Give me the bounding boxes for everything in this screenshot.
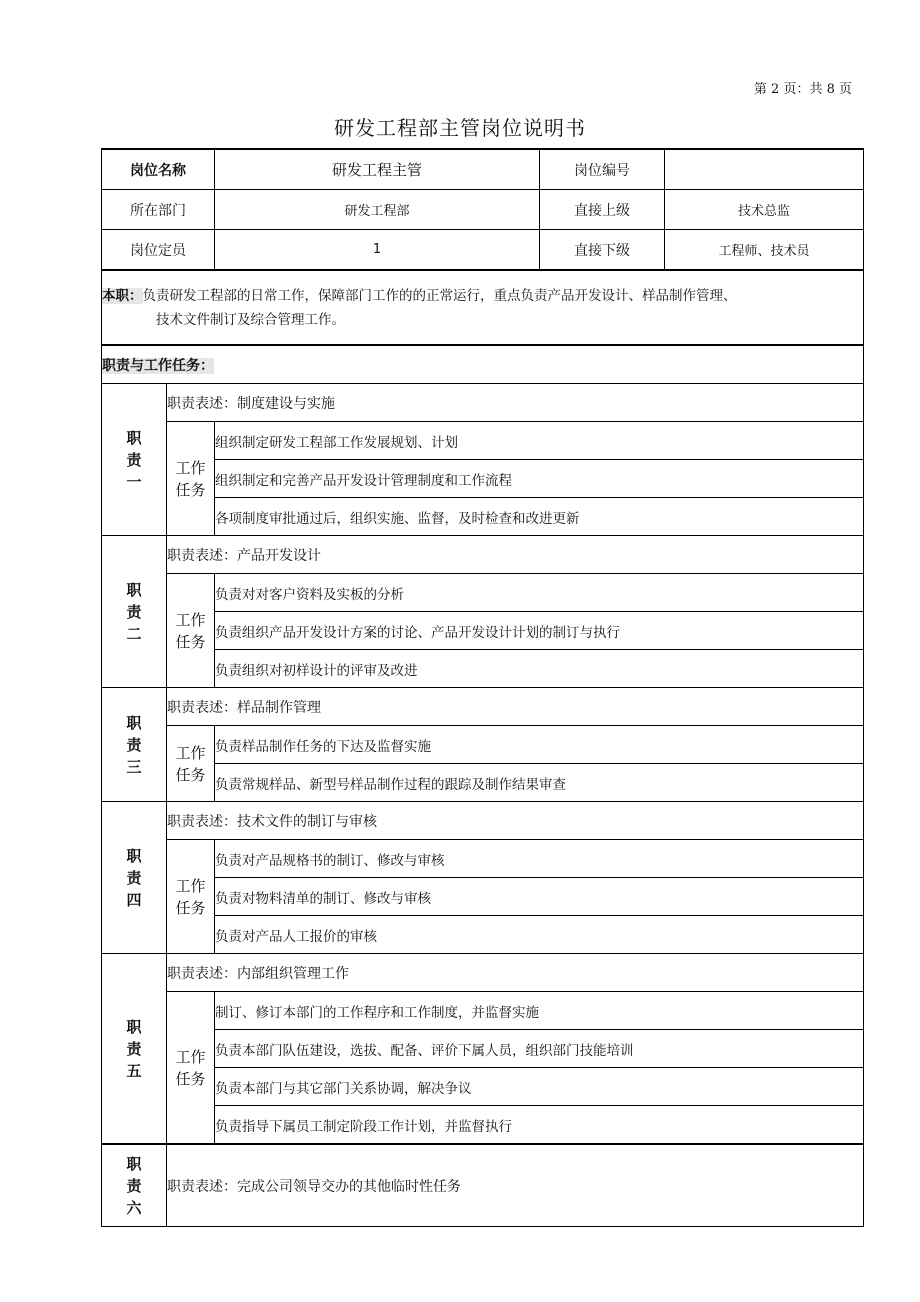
duty-label-char: 职 (126, 1154, 142, 1173)
task-item: 负责本部门队伍建设，选拔、配备、评价下属人员，组织部门技能培训 (215, 1030, 864, 1068)
duty-label (102, 954, 167, 1145)
task-row (102, 498, 864, 536)
task-item: 负责常规样品、新型号样品制作过程的跟踪及制作结果审查 (215, 764, 864, 802)
duty-label (102, 384, 167, 536)
task-item: 负责对产品人工报价的审核 (215, 916, 864, 954)
duty-label-char: 职 (126, 580, 142, 599)
task-item: 负责样品制作任务的下达及监督实施 (215, 726, 864, 764)
main-duty-text-line1: 负责研发工程部的日常工作，保障部门工作的的正常运行，重点负责产品开发设计、样品制作管理、 (142, 287, 737, 304)
work-task-label-line1: 工作 (175, 743, 206, 762)
task-row (102, 840, 864, 878)
position-code-value (665, 149, 864, 190)
task-row (102, 460, 864, 498)
duty-label-char: 二 (126, 624, 142, 643)
position-name-value: 研发工程主管 (215, 149, 540, 190)
work-task-label (167, 422, 215, 536)
superior-label: 直接上级 (540, 190, 665, 230)
task-item: 负责对产品规格书的制订、修改与审核 (215, 840, 864, 878)
department-value: 研发工程部 (215, 190, 540, 230)
work-task-label-line1: 工作 (175, 610, 206, 629)
task-row (102, 422, 864, 460)
task-row (102, 1030, 864, 1068)
task-row (102, 574, 864, 612)
task-row (102, 1068, 864, 1106)
staff-count-value: 1 (215, 230, 540, 271)
task-row (102, 992, 864, 1030)
work-task-label-line1: 工作 (175, 1047, 206, 1066)
main-duty-text-line2: 技术文件制订及综合管理工作。 (156, 311, 345, 328)
work-task-label-line2: 任务 (175, 480, 206, 499)
duty-label-char: 五 (126, 1061, 142, 1080)
work-task-label-line1: 工作 (175, 876, 206, 895)
task-row (102, 612, 864, 650)
duty-label-char: 职 (126, 713, 142, 732)
duty-label-char: 一 (126, 472, 142, 491)
section-header-row (102, 345, 864, 384)
subordinate-label: 直接下级 (540, 230, 665, 271)
document-title: 研发工程部主管岗位说明书 (334, 116, 586, 140)
duty-desc-row (102, 1144, 864, 1227)
task-item: 负责组织对初样设计的评审及改进 (215, 650, 864, 688)
task-item: 负责指导下属员工制定阶段工作计划，并监督执行 (215, 1106, 864, 1145)
section-label: 职责与工作任务： (102, 357, 214, 374)
duty-description: 职责表述：完成公司领导交办的其他临时性任务 (167, 1144, 864, 1227)
work-task-label-line2: 任务 (175, 765, 206, 784)
task-row (102, 1106, 864, 1145)
task-item: 组织制定和完善产品开发设计管理制度和工作流程 (215, 460, 864, 498)
header-row (102, 190, 864, 230)
task-item: 负责组织产品开发设计方案的讨论、产品开发设计计划的制订与执行 (215, 612, 864, 650)
duty-label-char: 责 (126, 450, 142, 469)
duty-label-char: 责 (126, 1176, 142, 1195)
duty-label-char: 职 (126, 1017, 142, 1036)
position-name-label: 岗位名称 (102, 149, 215, 190)
task-row (102, 878, 864, 916)
job-description-table (101, 148, 864, 1227)
duties-body (102, 384, 864, 1227)
main-duty-row (102, 270, 864, 345)
task-item: 制订、修订本部门的工作程序和工作制度，并监督实施 (215, 992, 864, 1030)
duty-description: 职责表述：产品开发设计 (167, 536, 864, 574)
duty-desc-row (102, 688, 864, 726)
work-task-label (167, 574, 215, 688)
task-item: 各项制度审批通过后，组织实施、监督，及时检查和改进更新 (215, 498, 864, 536)
duty-desc-row (102, 954, 864, 992)
duty-description: 职责表述：样品制作管理 (167, 688, 864, 726)
superior-value: 技术总监 (665, 190, 864, 230)
department-label: 所在部门 (102, 190, 215, 230)
main-duty-label: 本职： (102, 287, 143, 304)
task-row (102, 764, 864, 802)
duty-desc-row (102, 536, 864, 574)
subordinate-value: 工程师、技术员 (665, 230, 864, 271)
position-code-label: 岗位编号 (540, 149, 665, 190)
task-row (102, 726, 864, 764)
duty-label-char: 责 (126, 868, 142, 887)
page-number: 第 2 页：共 8 页 (753, 82, 852, 97)
duty-label-char: 职 (126, 428, 142, 447)
duty-label-char: 四 (126, 890, 142, 909)
work-task-label-line2: 任务 (175, 632, 206, 651)
duty-label-char: 责 (126, 602, 142, 621)
work-task-label (167, 992, 215, 1145)
duty-label-char: 职 (126, 846, 142, 865)
duty-label (102, 802, 167, 954)
task-item: 负责对对客户资料及实板的分析 (215, 574, 864, 612)
duty-description: 职责表述：制度建设与实施 (167, 384, 864, 422)
duty-desc-row (102, 384, 864, 422)
work-task-label-line2: 任务 (175, 898, 206, 917)
duty-label (102, 688, 167, 802)
task-row (102, 916, 864, 954)
duty-label-char: 责 (126, 735, 142, 754)
duty-description: 职责表述：内部组织管理工作 (167, 954, 864, 992)
task-item: 组织制定研发工程部工作发展规划、计划 (215, 422, 864, 460)
duty-label-char: 六 (126, 1198, 142, 1217)
duty-label (102, 1144, 167, 1227)
duty-description: 职责表述：技术文件的制订与审核 (167, 802, 864, 840)
task-item: 负责本部门与其它部门关系协调，解决争议 (215, 1068, 864, 1106)
staff-count-label: 岗位定员 (102, 230, 215, 271)
duty-label-char: 责 (126, 1039, 142, 1058)
duty-label (102, 536, 167, 688)
header-row (102, 230, 864, 271)
work-task-label (167, 726, 215, 802)
duty-desc-row (102, 802, 864, 840)
header-row (102, 149, 864, 190)
task-row (102, 650, 864, 688)
work-task-label (167, 840, 215, 954)
task-item: 负责对物料清单的制订、修改与审核 (215, 878, 864, 916)
work-task-label-line1: 工作 (175, 458, 206, 477)
work-task-label-line2: 任务 (175, 1069, 206, 1088)
duty-label-char: 三 (126, 757, 142, 776)
